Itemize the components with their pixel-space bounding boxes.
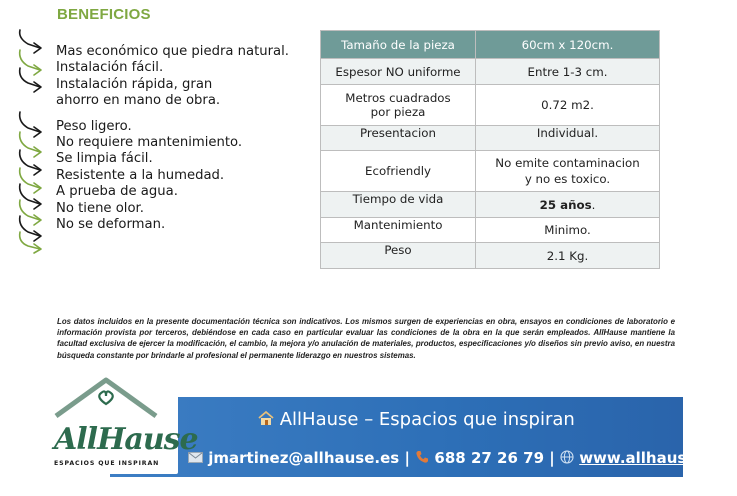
- spec-value: Entre 1-3 cm.: [476, 59, 660, 85]
- benefit-item: Mas económico que piedra natural.: [56, 44, 289, 59]
- logo-subtitle: ESPACIOS QUE INSPIRAN: [54, 460, 160, 467]
- spec-label: Metros cuadrados por pieza: [321, 85, 476, 126]
- spec-label: Tiempo de vida: [321, 192, 476, 218]
- benefit-item: Resistente a la humedad.: [56, 167, 225, 183]
- spec-row: [321, 59, 660, 85]
- arrow-icon: [20, 112, 41, 137]
- arrow-bullets-decoration: [14, 28, 50, 253]
- email-link[interactable]: jmartinez@allhause.es: [208, 449, 400, 467]
- benefit-item: No tiene olor.: [56, 200, 144, 216]
- spec-value: 0.72 m2.: [476, 85, 660, 126]
- specs-table: [320, 30, 660, 269]
- spec-value: No emite contaminacion y no es toxico.: [476, 151, 660, 192]
- spec-row: [321, 243, 660, 269]
- disclaimer-text: Los datos incluidos en la presente documentación técnica son indicativos. Los mismos surgen de experiencias en obra, ensayos en condiciones de laboratorio e información provista por terceros, debiéndose en cada caso en particular evaluar las condiciones de la obra en la que serán empleados. AllHause mantiene la facultad exclusiva de ejercer la modificación, el cambio, la mejora y/o anulación de materiales, productos, especificaciones y/o diseños sin previo aviso, en nuestra búsqueda constante por brindarle al profesional el permanente liderazgo en nuestros sistemas.: [57, 317, 675, 360]
- spec-label: Tamaño de la pieza: [321, 31, 476, 59]
- banner-contact: [188, 449, 737, 467]
- phone-number[interactable]: 688 27 26 79: [434, 449, 545, 467]
- benefit-item: Se limpia fácil.: [56, 151, 153, 167]
- spec-label: Presentacion: [321, 126, 476, 151]
- spec-row: [321, 192, 660, 218]
- spec-row: [321, 126, 660, 151]
- benefit-item: A prueba de agua.: [56, 184, 178, 200]
- benefit-item: Instalación rápida, gran: [56, 76, 213, 92]
- spec-row: [321, 85, 660, 126]
- lifetime-suffix: .: [591, 197, 596, 212]
- spec-row: [321, 151, 660, 192]
- globe-icon: [560, 449, 579, 467]
- benefit-item: Peso ligero.: [56, 118, 132, 134]
- spec-label: Mantenimiento: [321, 218, 476, 243]
- separator: |: [404, 449, 410, 467]
- arrow-icon: [20, 50, 41, 75]
- separator: |: [549, 449, 555, 467]
- benefits-title: BENEFICIOS: [57, 6, 151, 23]
- spec-label: Ecofriendly: [321, 151, 476, 192]
- banner-tagline: [258, 409, 575, 430]
- spec-value: Individual.: [476, 126, 660, 151]
- house-icon: [258, 409, 280, 430]
- logo-wordmark: AllHause: [54, 422, 198, 457]
- tagline-text: AllHause – Espacios que inspiran: [279, 409, 575, 430]
- spec-value: 60cm x 120cm.: [476, 31, 660, 59]
- house-roof-icon: [40, 378, 178, 428]
- spec-row: [321, 31, 660, 59]
- benefit-item: No requiere mantenimiento.: [56, 135, 243, 151]
- benefits-list: [56, 44, 289, 233]
- lifetime-value: 25 años: [539, 197, 592, 212]
- benefit-item: ahorro en mano de obra.: [56, 93, 221, 109]
- benefit-item: No se deforman.: [56, 217, 166, 233]
- website-link[interactable]: www.allhause.com: [579, 449, 737, 467]
- spec-row: [321, 218, 660, 243]
- arrow-icon: [20, 30, 41, 53]
- spec-value: 2.1 Kg.: [476, 243, 660, 269]
- allhause-logo: [40, 378, 198, 474]
- benefit-item: Instalación fácil.: [56, 60, 164, 76]
- spec-value: [476, 192, 660, 218]
- arrow-icon: [20, 132, 41, 157]
- spec-label: Espesor NO uniforme: [321, 59, 476, 85]
- spec-value: Minimo.: [476, 218, 660, 243]
- spec-label: Peso: [321, 243, 476, 269]
- phone-icon: [415, 449, 434, 467]
